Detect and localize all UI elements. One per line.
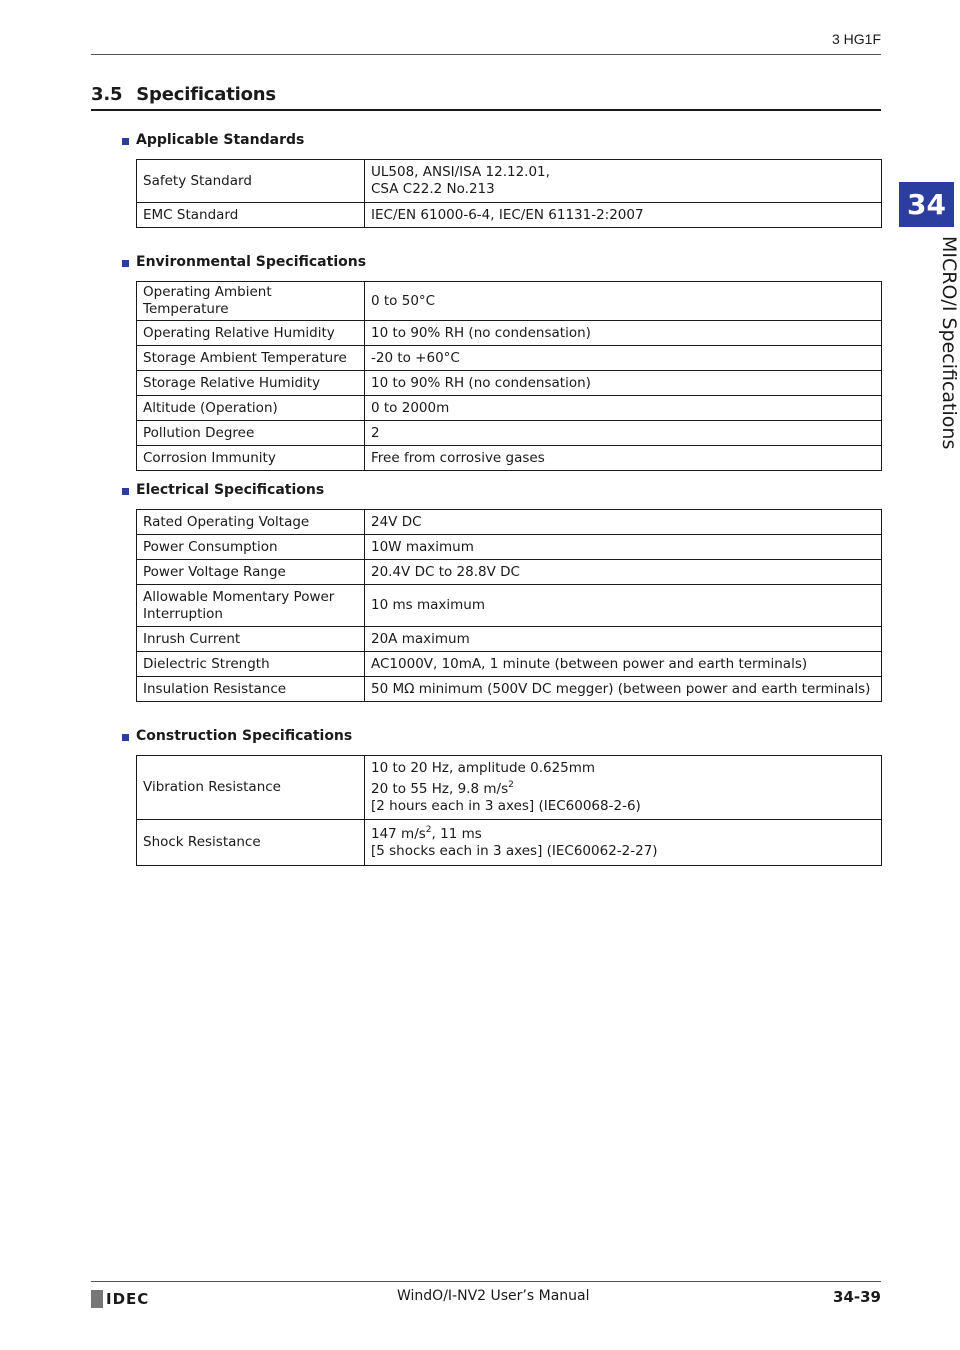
spec-value-text: , 11 ms	[431, 825, 482, 842]
table-row	[137, 510, 882, 535]
spec-key: Vibration Resistance	[137, 756, 365, 820]
spec-key: Power Consumption	[137, 535, 365, 560]
spec-key: Safety Standard	[137, 160, 365, 203]
spec-value-line	[371, 826, 875, 843]
spec-value: Free from corrosive gases	[365, 446, 882, 471]
spec-value-line: 10 to 20 Hz, amplitude 0.625mm	[371, 760, 596, 776]
table-row	[137, 756, 882, 820]
spec-value	[365, 756, 882, 820]
spec-value-line	[371, 781, 875, 798]
table-row	[137, 346, 882, 371]
table-row	[137, 203, 882, 228]
applicable-standards-heading-text: Applicable Standards	[136, 132, 305, 148]
header-rule	[91, 54, 881, 55]
spec-value: 10W maximum	[365, 535, 882, 560]
spec-value-line: CSA C22.2 No.213	[371, 181, 495, 197]
spec-key: Storage Relative Humidity	[137, 371, 365, 396]
table-row	[137, 371, 882, 396]
spec-value-line: [2 hours each in 3 axes] (IEC60068-2-6)	[371, 798, 641, 814]
table-row	[137, 535, 882, 560]
section-title-text: Specifications	[136, 84, 276, 105]
spec-value: 24V DC	[365, 510, 882, 535]
spec-key: Corrosion Immunity	[137, 446, 365, 471]
table-row	[137, 321, 882, 346]
spec-key: Insulation Resistance	[137, 677, 365, 702]
electrical-heading-text: Electrical Specifications	[136, 482, 325, 498]
spec-value: -20 to +60°C	[365, 346, 882, 371]
logo-text: IDEC	[106, 1290, 150, 1308]
electrical-heading	[122, 482, 324, 498]
square-bullet-icon	[122, 260, 129, 267]
spec-key: Operating Relative Humidity	[137, 321, 365, 346]
construction-heading	[122, 728, 352, 744]
section-title	[91, 84, 276, 105]
spec-key: Rated Operating Voltage	[137, 510, 365, 535]
electrical-table	[136, 509, 882, 702]
manual-title: WindO/I-NV2 User’s Manual	[397, 1288, 590, 1304]
table-row	[137, 560, 882, 585]
spec-value: IEC/EN 61000-6-4, IEC/EN 61131-2:2007	[365, 203, 882, 228]
footer-rule	[91, 1281, 881, 1282]
spec-value: 10 to 90% RH (no condensation)	[365, 371, 882, 396]
idec-logo	[91, 1290, 149, 1308]
construction-table	[136, 755, 882, 866]
spec-value: AC1000V, 10mA, 1 minute (between power and earth terminals)	[365, 652, 882, 677]
page-number: 34-39	[833, 1288, 881, 1306]
table-row	[137, 160, 882, 203]
environmental-heading	[122, 254, 366, 270]
spec-key: Dielectric Strength	[137, 652, 365, 677]
spec-value: 10 ms maximum	[365, 585, 882, 627]
table-row	[137, 677, 882, 702]
spec-key: EMC Standard	[137, 203, 365, 228]
spec-key: Altitude (Operation)	[137, 396, 365, 421]
chapter-tab-number: 34	[907, 188, 946, 221]
applicable-standards-heading	[122, 132, 304, 148]
table-row	[137, 282, 882, 321]
table-row	[137, 421, 882, 446]
environmental-table	[136, 281, 882, 471]
spec-value-line: [5 shocks each in 3 axes] (IEC60062-2-27)	[371, 842, 658, 859]
spec-key: Shock Resistance	[137, 820, 365, 866]
superscript: 2	[508, 780, 514, 790]
table-row	[137, 652, 882, 677]
spec-value: 2	[365, 421, 882, 446]
spec-value-text: 20 to 55 Hz, 9.8 m/s	[371, 781, 509, 797]
table-row	[137, 627, 882, 652]
square-bullet-icon	[122, 734, 129, 741]
spec-key: Power Voltage Range	[137, 560, 365, 585]
spec-key: Operating Ambient Temperature	[137, 282, 365, 321]
spec-value	[365, 160, 882, 203]
table-row	[137, 585, 882, 627]
environmental-heading-text: Environmental Specifications	[136, 254, 367, 270]
spec-value-line: UL508, ANSI/ISA 12.12.01,	[371, 164, 550, 180]
spec-key: Inrush Current	[137, 627, 365, 652]
chapter-reference: 3 HG1F	[831, 31, 881, 47]
construction-heading-text: Construction Specifications	[136, 728, 353, 744]
spec-value: 0 to 2000m	[365, 396, 882, 421]
table-row	[137, 820, 882, 866]
spec-value: 20A maximum	[365, 627, 882, 652]
table-row	[137, 396, 882, 421]
spec-key: Allowable Momentary Power Interruption	[137, 585, 365, 627]
square-bullet-icon	[122, 488, 129, 495]
logo-mark-icon	[91, 1290, 103, 1308]
chapter-tab[interactable]	[899, 182, 954, 227]
spec-value: 20.4V DC to 28.8V DC	[365, 560, 882, 585]
spec-value: 10 to 90% RH (no condensation)	[365, 321, 882, 346]
spec-key: Storage Ambient Temperature	[137, 346, 365, 371]
superscript: 2	[425, 824, 432, 835]
table-row	[137, 446, 882, 471]
spec-key: Pollution Degree	[137, 421, 365, 446]
spec-value: 50 MΩ minimum (500V DC megger) (between power and earth terminals)	[365, 677, 882, 702]
spec-value	[365, 820, 882, 866]
spec-value-text: 147 m/s	[371, 825, 426, 842]
chapter-side-label: MICRO/I Specifications	[938, 236, 960, 450]
square-bullet-icon	[122, 138, 129, 145]
section-title-rule	[91, 109, 881, 111]
section-number: 3.5	[91, 84, 123, 105]
applicable-standards-table	[136, 159, 882, 228]
spec-value: 0 to 50°C	[365, 282, 882, 321]
